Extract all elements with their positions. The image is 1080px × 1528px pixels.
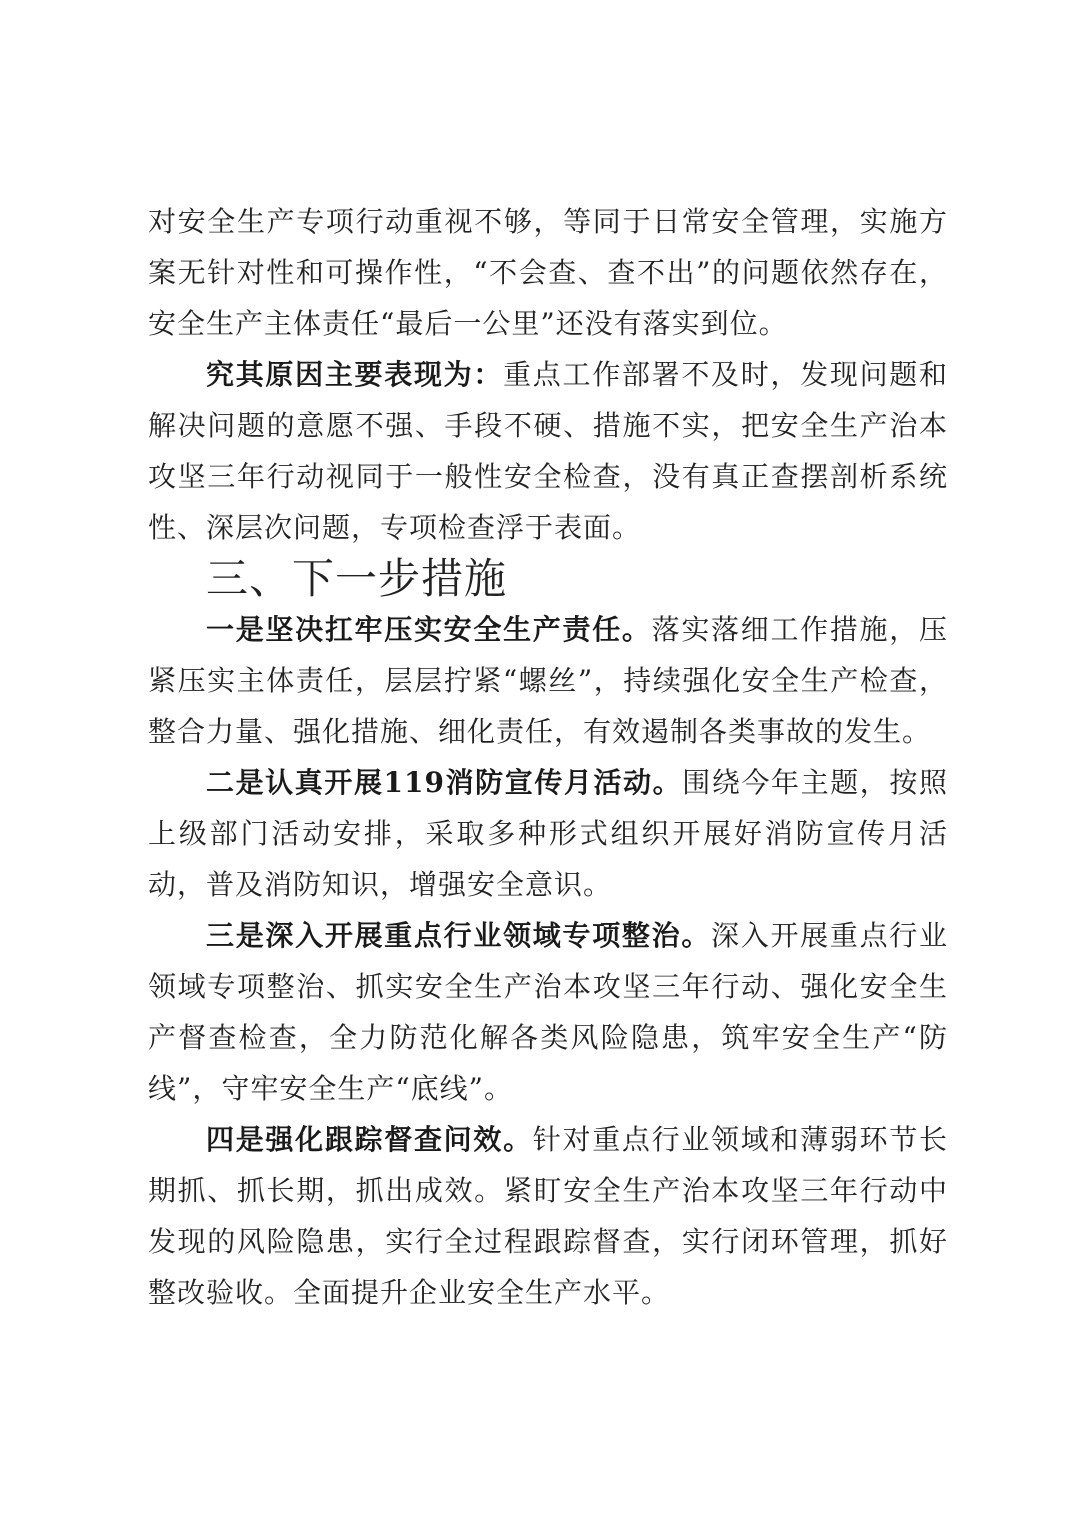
measure-text: 围绕今年主题，按照上级部门活动安排，采取多种形式组织开展好消防宣传月活动，普及消防知识，增强安全意识。 bbox=[148, 766, 948, 901]
measure-lead: 四是强化跟踪督查问效。 bbox=[206, 1123, 533, 1156]
measure-item bbox=[148, 1114, 948, 1318]
measure-item bbox=[148, 757, 948, 910]
paragraph-causes bbox=[148, 349, 948, 553]
measure-item bbox=[148, 910, 948, 1114]
measure-item bbox=[148, 604, 948, 757]
section-heading: 三、下一步措施 bbox=[206, 554, 508, 603]
document-body bbox=[148, 196, 948, 1318]
measure-text: 针对重点行业领域和薄弱环节长期抓、抓长期，抓出成效。紧盯安全生产治本攻坚三年行动中发现的风险隐患，实行全过程跟踪督查，实行闭环管理，抓好整改验收。全面提升企业安全生产水平。 bbox=[148, 1123, 948, 1309]
measure-lead: 三是深入开展重点行业领域专项整治。 bbox=[206, 919, 712, 952]
measure-lead: 一是坚决扛牢压实安全生产责任。 bbox=[206, 613, 652, 646]
measure-lead: 二是认真开展119消防宣传月活动。 bbox=[206, 766, 683, 799]
measure-text: 深入开展重点行业领域专项整治、抓实安全生产治本攻坚三年行动、强化安全生产督查检查，全力防范化解各类风险隐患，筑牢安全生产“防线”，守牢安全生产“底线”。 bbox=[148, 919, 948, 1105]
paragraph-lead: 究其原因主要表现为： bbox=[206, 358, 504, 391]
paragraph-text: 重点工作部署不及时，发现问题和解决问题的意愿不强、手段不硬、措施不实，把安全生产治本攻坚三年行动视同于一般性安全检查，没有真正查摆剖析系统性、深层次问题，专项检查浮于表面。 bbox=[148, 358, 948, 544]
paragraph-text: 对安全生产专项行动重视不够，等同于日常安全管理，实施方案无针对性和可操作性，“不会查、查不出”的问题依然存在，安全生产主体责任“最后一公里”还没有落实到位。 bbox=[148, 205, 948, 340]
paragraph-continuation bbox=[148, 196, 948, 349]
measure-text: 落实落细工作措施，压紧压实主体责任，层层拧紧“螺丝”，持续强化安全生产检查，整合力量、强化措施、细化责任，有效遏制各类事故的发生。 bbox=[148, 613, 948, 748]
